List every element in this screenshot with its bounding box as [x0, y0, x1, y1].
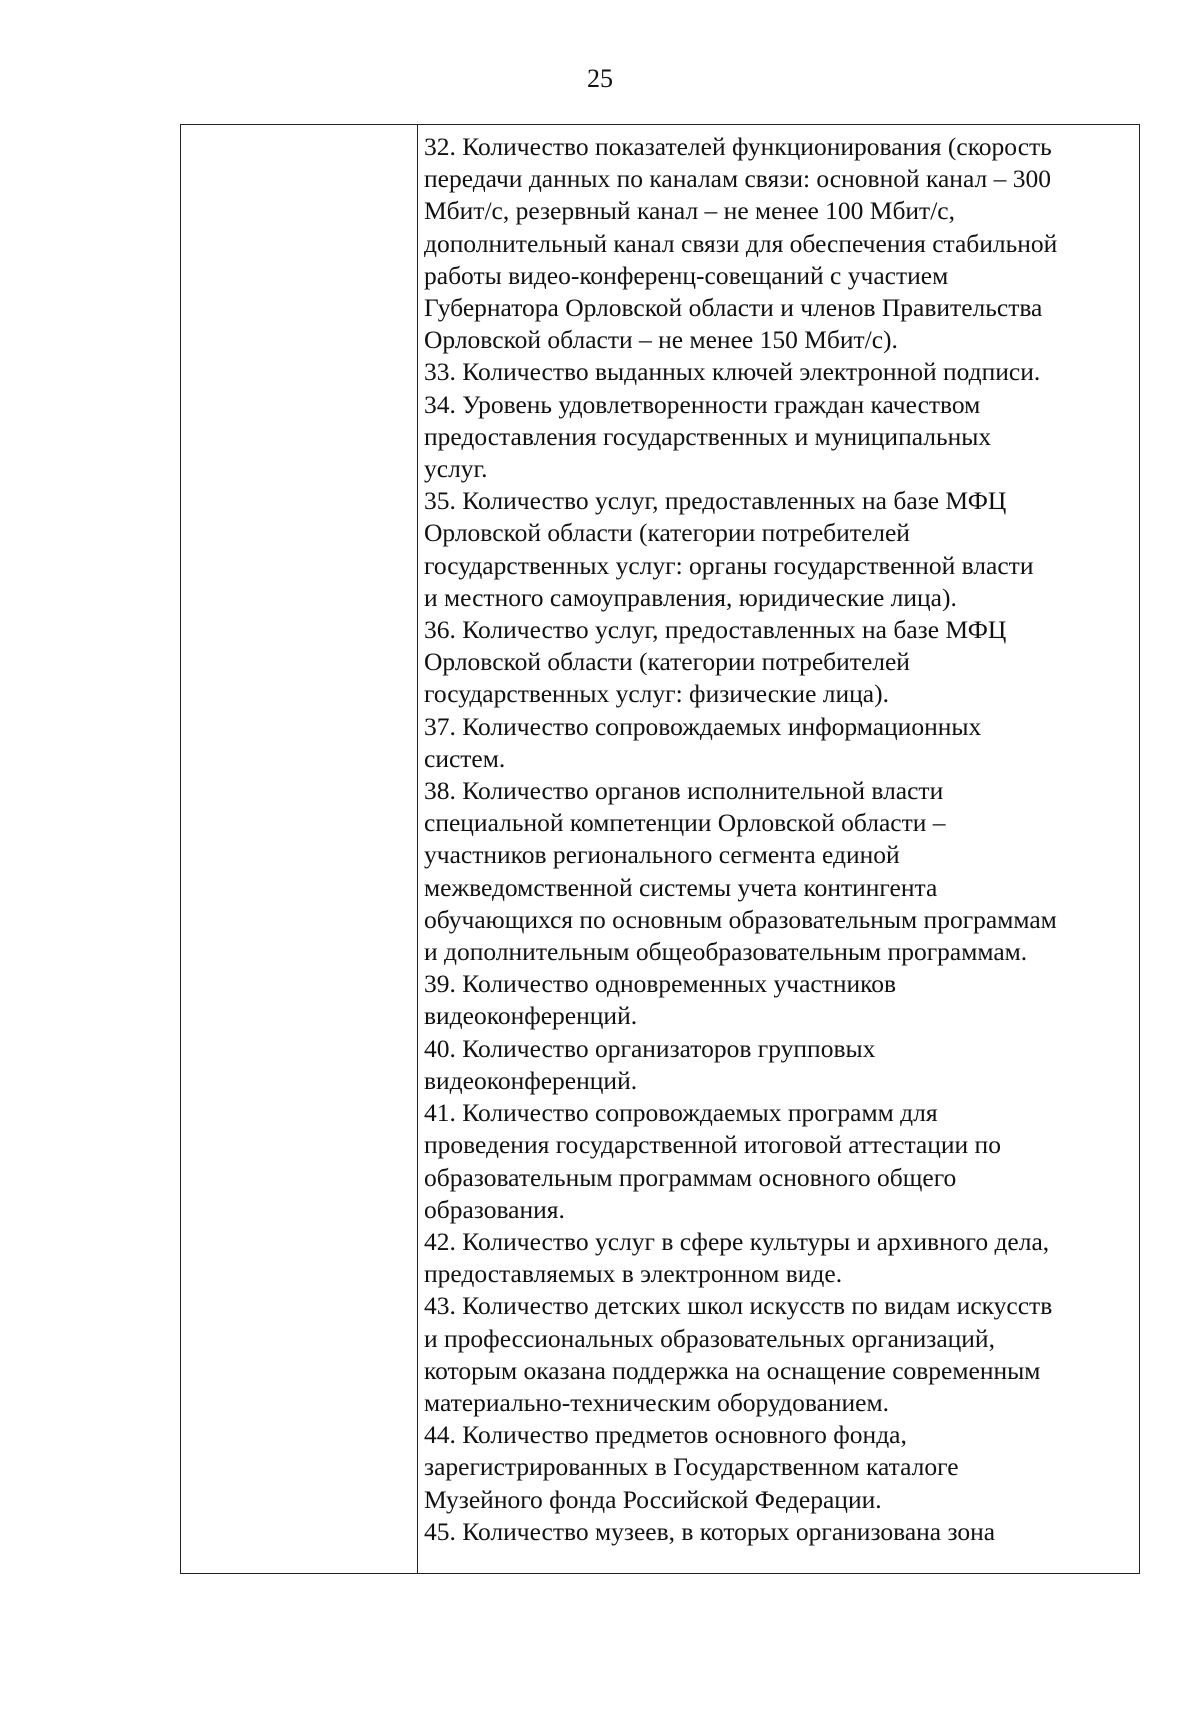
text-line: 44. Количество предметов основного фонда,: [424, 1420, 907, 1450]
text-line: Губернатора Орловской области и членов Правительства: [424, 293, 1043, 323]
table-left-cell: [181, 125, 418, 1573]
page-number: 25: [587, 64, 613, 93]
text-line: образовательным программам основного общего: [424, 1162, 957, 1192]
text-line: государственных услуг: органы государственной власти: [424, 550, 1034, 580]
text-line: 36. Количество услуг, предоставленных на базе МФЦ: [424, 615, 1007, 645]
text-line: систем.: [424, 743, 506, 773]
text-line: Орловской области – не менее 150 Мбит/с).: [424, 325, 898, 355]
text-line: образования.: [424, 1194, 565, 1224]
text-line: услуг.: [424, 454, 488, 484]
text-line: Орловской области (категории потребителей: [424, 518, 910, 548]
text-line: 39. Количество одновременных участников: [424, 969, 897, 999]
text-line: работы видео-конференц-совещаний с участием: [424, 260, 949, 290]
text-line: 38. Количество органов исполнительной власти: [424, 776, 944, 806]
text-line: специальной компетенции Орловской области –: [424, 808, 946, 838]
text-line: 41. Количество сопровождаемых программ для: [424, 1098, 938, 1128]
text-line: межведомственной системы учета контингента: [424, 872, 938, 902]
text-line: Мбит/с, резервный канал – не менее 100 Мбит/с,: [424, 196, 955, 226]
text-line: дополнительный канал связи для обеспечения стабильной: [424, 228, 1058, 258]
text-line: 34. Уровень удовлетворенности граждан качеством: [424, 389, 981, 419]
table-right-cell: [418, 125, 1139, 1573]
text-line: государственных услуг: физические лица).: [424, 679, 889, 709]
text-line: и дополнительным общеобразовательным программам.: [424, 937, 1028, 967]
text-line: 32. Количество показателей функционирования (скорость: [424, 132, 1052, 161]
text-line: видеоконференций.: [424, 1065, 638, 1095]
text-line: 37. Количество сопровождаемых информационных: [424, 711, 982, 741]
text-line: и местного самоуправления, юридические лица).: [424, 582, 957, 612]
text-line: Орловской области (категории потребителей: [424, 647, 910, 677]
text-line: видеоконференций.: [424, 1001, 638, 1031]
text-line: предоставления государственных и муниципальных: [424, 421, 992, 451]
text-line: проведения государственной итоговой аттестации по: [424, 1130, 1001, 1160]
text-line: 43. Количество детских школ искусств по видам искусств: [424, 1291, 1053, 1321]
text-line: предоставляемых в электронном виде.: [424, 1259, 843, 1289]
text-line: и профессиональных образовательных организаций,: [424, 1323, 995, 1353]
text-line: 40. Количество организаторов групповых: [424, 1033, 876, 1063]
text-line: Музейного фонда Российской Федерации.: [424, 1484, 882, 1514]
text-line: участников регионального сегмента единой: [424, 840, 900, 870]
text-line: которым оказана поддержка на оснащение современным: [424, 1355, 1041, 1385]
text-line: материально-техническим оборудованием.: [424, 1387, 889, 1417]
text-line: передачи данных по каналам связи: основной канал – 300: [424, 164, 1051, 194]
text-line: 42. Количество услуг в сфере культуры и архивного дела,: [424, 1226, 1050, 1256]
text-line: 33. Количество выданных ключей электронной подписи.: [424, 357, 1041, 387]
text-line: 45. Количество музеев, в которых организована зона: [424, 1516, 996, 1546]
indicator-table: [180, 124, 1140, 1574]
text-line: 35. Количество услуг, предоставленных на базе МФЦ: [424, 486, 1007, 516]
text-line: зарегистрированных в Государственном каталоге: [424, 1452, 959, 1482]
text-line: обучающихся по основным образовательным программам: [424, 904, 1057, 934]
